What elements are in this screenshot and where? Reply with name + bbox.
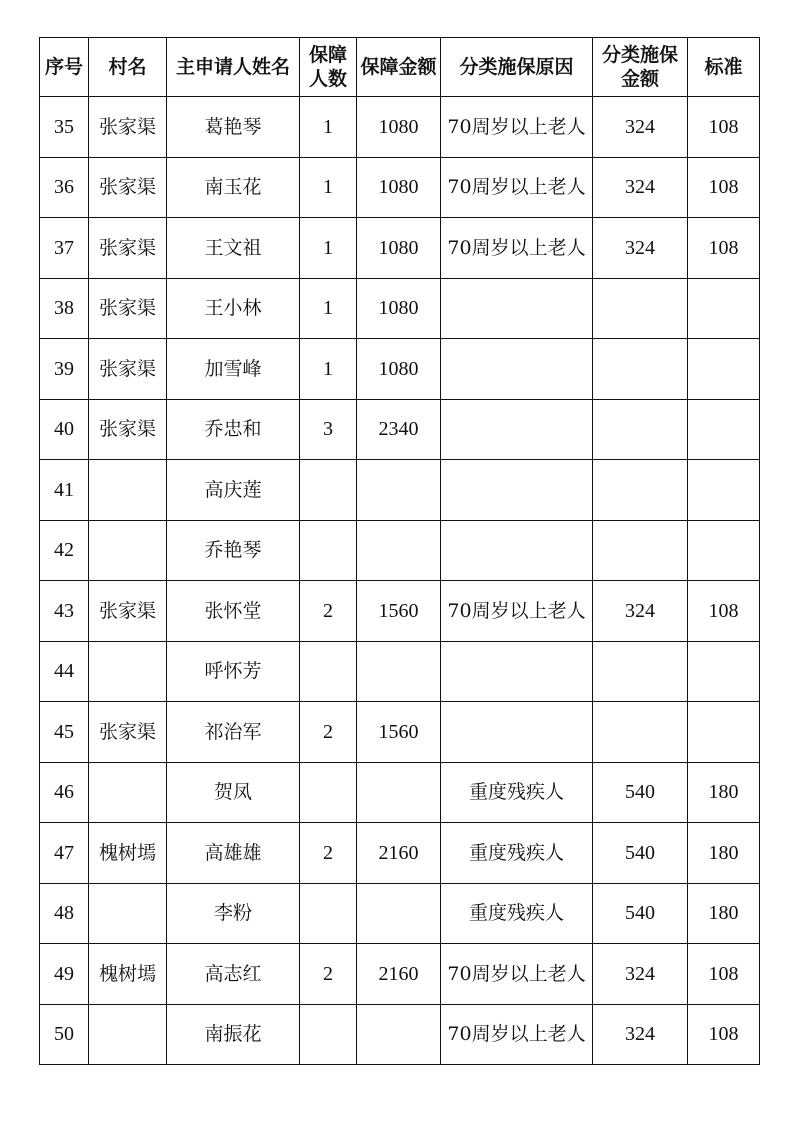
- cell-insured-count: 1: [300, 339, 357, 400]
- cell-standard: [688, 702, 760, 763]
- cell-standard: 108: [688, 157, 760, 218]
- cell-standard: [688, 641, 760, 702]
- table-row: [40, 278, 760, 339]
- assistance-table: [39, 37, 760, 1065]
- cell-category-amount: 540: [593, 823, 688, 884]
- cell-category-reason: 重度残疾人: [441, 883, 593, 944]
- header-applicant-name: 主申请人姓名: [167, 38, 300, 97]
- cell-applicant-name: 祁治军: [167, 702, 300, 763]
- cell-category-amount: [593, 339, 688, 400]
- cell-insured-amount: [357, 883, 441, 944]
- cell-village: [89, 883, 167, 944]
- cell-insured-amount: [357, 641, 441, 702]
- cell-standard: [688, 278, 760, 339]
- cell-category-reason: [441, 278, 593, 339]
- cell-applicant-name: 王小林: [167, 278, 300, 339]
- cell-insured-amount: 1080: [357, 97, 441, 158]
- cell-applicant-name: 李粉: [167, 883, 300, 944]
- cell-category-amount: 540: [593, 883, 688, 944]
- cell-insured-count: 1: [300, 157, 357, 218]
- cell-category-amount: 324: [593, 1004, 688, 1065]
- cell-insured-count: 1: [300, 218, 357, 279]
- cell-village: 槐树墕: [89, 944, 167, 1005]
- cell-standard: 180: [688, 823, 760, 884]
- table-row: [40, 520, 760, 581]
- cell-insured-count: [300, 1004, 357, 1065]
- cell-category-amount: [593, 641, 688, 702]
- table-row: [40, 97, 760, 158]
- cell-insured-count: [300, 460, 357, 521]
- cell-insured-amount: [357, 520, 441, 581]
- cell-category-amount: [593, 278, 688, 339]
- header-insured-amount: 保障金额: [357, 38, 441, 97]
- cell-applicant-name: 张怀堂: [167, 581, 300, 642]
- cell-village: 张家渠: [89, 97, 167, 158]
- cell-applicant-name: 南玉花: [167, 157, 300, 218]
- cell-category-reason: [441, 399, 593, 460]
- table-row: [40, 1004, 760, 1065]
- header-insured-count: 保障人数: [300, 38, 357, 97]
- cell-standard: 108: [688, 218, 760, 279]
- cell-category-reason: [441, 702, 593, 763]
- cell-applicant-name: 乔忠和: [167, 399, 300, 460]
- header-village: 村名: [89, 38, 167, 97]
- cell-insured-count: 1: [300, 97, 357, 158]
- cell-serial: 37: [40, 218, 89, 279]
- document-page: [39, 37, 759, 1065]
- header-category-amount: 分类施保金额: [593, 38, 688, 97]
- cell-standard: 108: [688, 1004, 760, 1065]
- cell-village: [89, 1004, 167, 1065]
- header-standard: 标准: [688, 38, 760, 97]
- cell-insured-amount: 1560: [357, 581, 441, 642]
- cell-serial: 42: [40, 520, 89, 581]
- cell-applicant-name: 高志红: [167, 944, 300, 1005]
- cell-category-amount: 324: [593, 157, 688, 218]
- table-row: [40, 339, 760, 400]
- cell-category-reason: 重度残疾人: [441, 823, 593, 884]
- cell-serial: 45: [40, 702, 89, 763]
- header-serial: 序号: [40, 38, 89, 97]
- cell-category-reason: 70周岁以上老人: [441, 157, 593, 218]
- cell-category-amount: 324: [593, 97, 688, 158]
- table-row: [40, 883, 760, 944]
- cell-standard: [688, 520, 760, 581]
- table-row: [40, 944, 760, 1005]
- cell-insured-count: 2: [300, 702, 357, 763]
- cell-category-reason: 70周岁以上老人: [441, 1004, 593, 1065]
- cell-category-reason: [441, 460, 593, 521]
- cell-category-amount: [593, 399, 688, 460]
- cell-village: 张家渠: [89, 702, 167, 763]
- cell-village: [89, 460, 167, 521]
- cell-insured-amount: 2160: [357, 944, 441, 1005]
- cell-village: 张家渠: [89, 218, 167, 279]
- cell-serial: 48: [40, 883, 89, 944]
- cell-insured-amount: [357, 460, 441, 521]
- cell-insured-count: [300, 520, 357, 581]
- table-row: [40, 399, 760, 460]
- header-category-reason: 分类施保原因: [441, 38, 593, 97]
- table-row: [40, 218, 760, 279]
- cell-insured-count: [300, 883, 357, 944]
- cell-serial: 38: [40, 278, 89, 339]
- cell-category-reason: [441, 641, 593, 702]
- cell-standard: 108: [688, 581, 760, 642]
- cell-serial: 35: [40, 97, 89, 158]
- cell-insured-count: [300, 641, 357, 702]
- cell-village: [89, 762, 167, 823]
- header-row: [40, 38, 760, 97]
- cell-serial: 39: [40, 339, 89, 400]
- cell-insured-count: 1: [300, 278, 357, 339]
- cell-applicant-name: 乔艳琴: [167, 520, 300, 581]
- cell-serial: 36: [40, 157, 89, 218]
- cell-applicant-name: 王文祖: [167, 218, 300, 279]
- cell-category-amount: 540: [593, 762, 688, 823]
- cell-standard: [688, 339, 760, 400]
- cell-insured-amount: 1080: [357, 339, 441, 400]
- cell-category-amount: 324: [593, 218, 688, 279]
- cell-applicant-name: 高雄雄: [167, 823, 300, 884]
- cell-serial: 43: [40, 581, 89, 642]
- cell-category-reason: 70周岁以上老人: [441, 581, 593, 642]
- cell-serial: 44: [40, 641, 89, 702]
- cell-serial: 40: [40, 399, 89, 460]
- cell-serial: 49: [40, 944, 89, 1005]
- table-row: [40, 702, 760, 763]
- cell-village: 张家渠: [89, 339, 167, 400]
- cell-insured-amount: 1080: [357, 278, 441, 339]
- cell-serial: 46: [40, 762, 89, 823]
- cell-insured-count: [300, 762, 357, 823]
- cell-insured-amount: 1080: [357, 157, 441, 218]
- cell-village: [89, 520, 167, 581]
- cell-village: 张家渠: [89, 581, 167, 642]
- cell-category-amount: [593, 702, 688, 763]
- table-row: [40, 460, 760, 521]
- cell-applicant-name: 呼怀芳: [167, 641, 300, 702]
- cell-insured-count: 2: [300, 823, 357, 884]
- cell-village: [89, 641, 167, 702]
- cell-category-reason: 重度残疾人: [441, 762, 593, 823]
- cell-insured-amount: 2160: [357, 823, 441, 884]
- table-row: [40, 581, 760, 642]
- cell-village: 张家渠: [89, 399, 167, 460]
- table-row: [40, 157, 760, 218]
- cell-standard: 180: [688, 762, 760, 823]
- cell-category-reason: 70周岁以上老人: [441, 218, 593, 279]
- cell-village: 张家渠: [89, 157, 167, 218]
- cell-category-reason: 70周岁以上老人: [441, 97, 593, 158]
- cell-insured-amount: 1080: [357, 218, 441, 279]
- cell-standard: 180: [688, 883, 760, 944]
- cell-serial: 50: [40, 1004, 89, 1065]
- cell-village: 张家渠: [89, 278, 167, 339]
- cell-serial: 47: [40, 823, 89, 884]
- cell-category-reason: [441, 520, 593, 581]
- cell-village: 槐树墕: [89, 823, 167, 884]
- cell-insured-count: 2: [300, 944, 357, 1005]
- table-row: [40, 641, 760, 702]
- cell-applicant-name: 葛艳琴: [167, 97, 300, 158]
- cell-category-amount: [593, 520, 688, 581]
- cell-insured-amount: 1560: [357, 702, 441, 763]
- cell-category-amount: 324: [593, 581, 688, 642]
- table-body: [40, 97, 760, 1065]
- cell-category-reason: 70周岁以上老人: [441, 944, 593, 1005]
- cell-insured-count: 3: [300, 399, 357, 460]
- cell-category-reason: [441, 339, 593, 400]
- table-row: [40, 762, 760, 823]
- cell-serial: 41: [40, 460, 89, 521]
- cell-standard: 108: [688, 944, 760, 1005]
- cell-insured-amount: [357, 762, 441, 823]
- cell-category-amount: 324: [593, 944, 688, 1005]
- cell-standard: 108: [688, 97, 760, 158]
- cell-insured-amount: 2340: [357, 399, 441, 460]
- cell-applicant-name: 高庆莲: [167, 460, 300, 521]
- cell-standard: [688, 460, 760, 521]
- table-row: [40, 823, 760, 884]
- cell-standard: [688, 399, 760, 460]
- cell-applicant-name: 贺凤: [167, 762, 300, 823]
- cell-insured-amount: [357, 1004, 441, 1065]
- cell-applicant-name: 加雪峰: [167, 339, 300, 400]
- cell-category-amount: [593, 460, 688, 521]
- cell-insured-count: 2: [300, 581, 357, 642]
- cell-applicant-name: 南振花: [167, 1004, 300, 1065]
